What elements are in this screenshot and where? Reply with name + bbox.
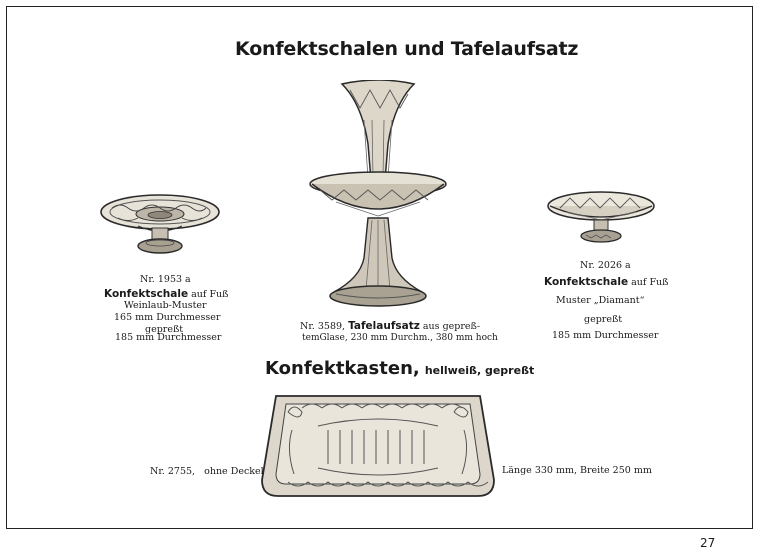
box-title: Konfektkasten, [265, 358, 420, 379]
box-subtitle: hellweiß, gepreßt [424, 364, 535, 377]
left-item-number: Nr. 1953 a [140, 274, 191, 285]
box-dimensions-caption: Länge 330 mm, Breite 250 mm [502, 465, 652, 476]
left-item-diameter-2: 185 mm Durchmesser [115, 332, 222, 343]
center-item-name-suffix: aus gepreß- [422, 321, 481, 332]
left-item-pattern: Weinlaub-Muster [124, 300, 207, 311]
center-item-number: Nr. 3589, [300, 321, 346, 332]
confection-box-image [258, 390, 498, 502]
right-item-name-suffix: auf Fuß [631, 277, 669, 288]
left-item-diameter-1: 165 mm Durchmesser [114, 312, 221, 323]
confection-bowl-diamant-image [546, 188, 656, 246]
table-centerpiece-image [306, 80, 450, 312]
center-item-name: Tafelaufsatz [348, 320, 420, 332]
right-item-pattern: Muster „Diamant“ [556, 295, 645, 306]
right-item-diameter: 185 mm Durchmesser [552, 330, 659, 341]
left-item-pressed: gepreßt [145, 324, 184, 335]
left-item-name: Konfektschale [104, 288, 189, 300]
center-item-dimensions: temGlase, 230 mm Durchm., 380 mm hoch [302, 333, 498, 343]
page-title: Konfektschalen und Tafelaufsatz [235, 38, 579, 60]
box-heading [265, 358, 534, 379]
right-item-number: Nr. 2026 a [580, 260, 631, 271]
page-number: 27 [700, 536, 716, 550]
right-item-title [544, 276, 669, 289]
right-item-pressed: gepreßt [584, 314, 623, 325]
left-item-name-suffix: auf Fuß [191, 289, 229, 300]
confection-bowl-weinlaub-image [98, 190, 222, 256]
right-item-name: Konfektschale [544, 276, 629, 288]
box-number-caption: Nr. 2755, ohne Deckel [150, 466, 264, 477]
